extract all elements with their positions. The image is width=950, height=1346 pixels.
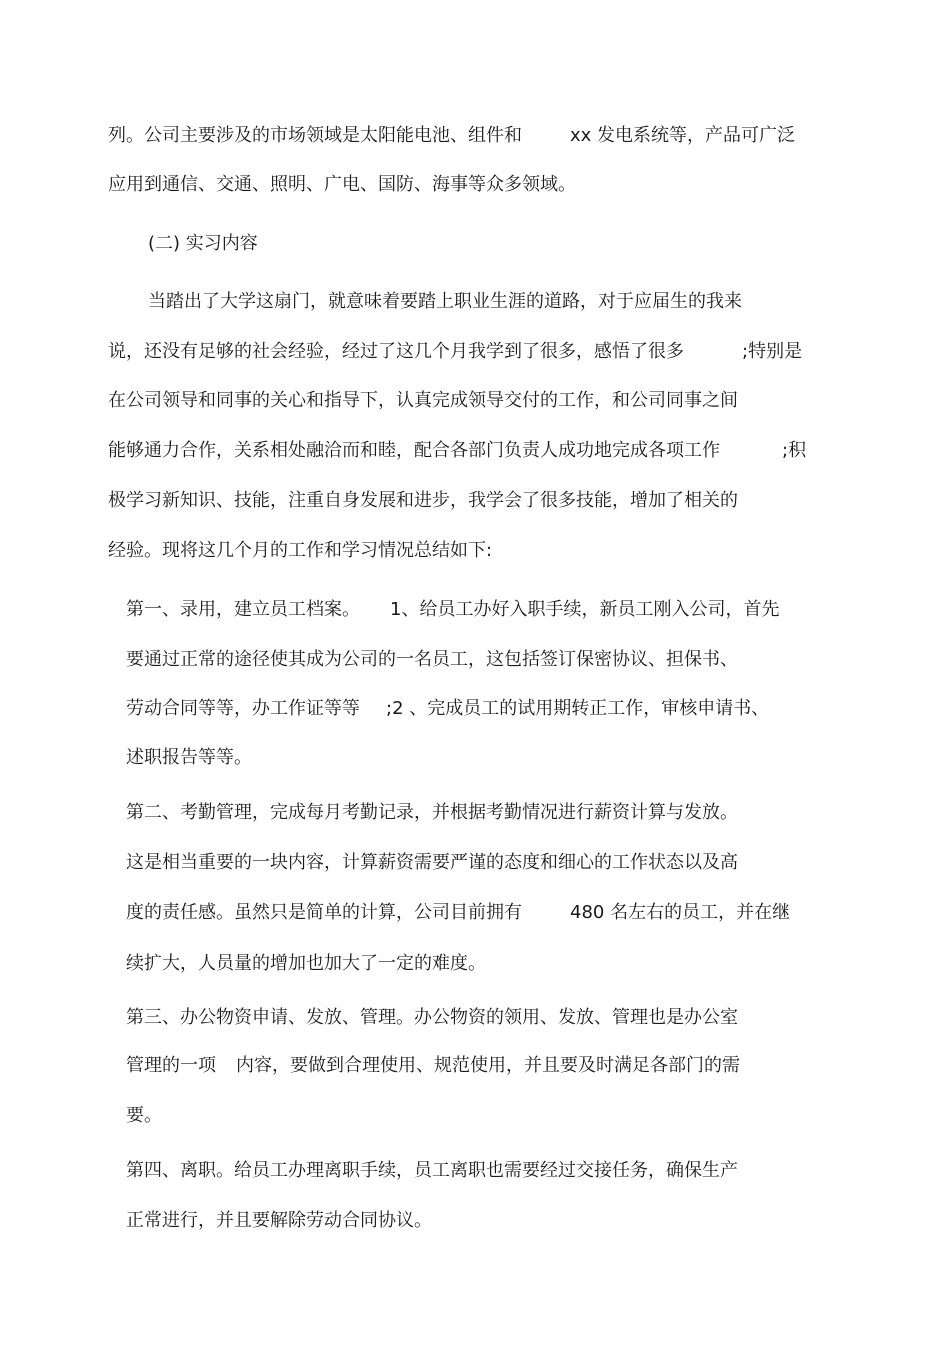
text-line [126,1104,162,1128]
text-segment: 度的责任感。虽然只是简单的计算，公司目前拥有 [126,902,522,923]
text-line [108,489,738,513]
text-line [126,648,738,672]
text-segment: 内容，要做到合理使用、规范使用，并且要及时满足各部门的需 [236,1055,740,1076]
text-segment: 经验。现将这几个月的工作和学习情况总结如下: [108,540,493,561]
text-segment: ;2 、完成员工的试用期转正工作，审核申请书、 [386,698,770,719]
text-segment: 第四、离职。给员工办理离职手续，员工离职也需要经过交接任务，确保生产 [126,1160,738,1181]
text-line [126,851,738,875]
text-segment: 当踏出了大学这扇门，就意味着要踏上职业生涯的道路，对于应届生的我来 [148,291,742,312]
text-line [126,1054,740,1078]
section-heading [148,232,258,256]
text-line [126,801,738,825]
text-segment: 续扩大，人员量的增加也加大了一定的难度。 [126,953,486,974]
text-segment: 能够通力合作，关系相处融洽而和睦，配合各部门负责人成功地完成各项工作 [108,440,720,461]
text-segment: 第三、办公物资申请、发放、管理。办公物资的领用、发放、管理也是办公室 [126,1007,738,1028]
text-segment: 480 名左右的员工，并在继 [570,902,791,923]
text-segment: 第一、录用，建立员工档案。 [126,599,360,620]
text-segment: 第二、考勤管理，完成每月考勤记录，并根据考勤情况进行薪资计算与发放。 [126,802,738,823]
text-segment: 要通过正常的途径使其成为公司的一名员工，这包括签订保密协议、担保书、 [126,649,738,670]
text-segment: 管理的一项 [126,1055,216,1076]
text-segment: 在公司领导和同事的关心和指导下，认真完成领导交付的工作，和公司同事之间 [108,390,738,411]
text-segment: 说，还没有足够的社会经验，经过了这几个月我学到了很多，感悟了很多 [108,341,684,362]
text-line [126,901,790,925]
text-segment: 应用到通信、交通、照明、广电、国防、海事等众多领域。 [108,174,576,195]
text-segment: (二) 实习内容 [148,233,258,254]
text-line [108,389,738,413]
text-line [108,439,806,463]
text-segment: 要。 [126,1105,162,1126]
text-line [108,173,576,197]
text-segment: 这是相当重要的一块内容，计算薪资需要严谨的态度和细心的工作状态以及高 [126,852,738,873]
text-segment: ;积 [782,440,807,461]
text-line [108,124,795,148]
text-line [126,1209,432,1233]
text-segment: 1、给员工办好入职手续，新员工刚入公司，首先 [390,599,780,620]
text-line [126,1159,738,1183]
text-line [126,598,779,622]
text-segment: xx 发电系统等，产品可广泛 [570,125,796,146]
text-line [108,539,492,563]
text-line [108,340,802,364]
text-segment: 极学习新知识、技能，注重自身发展和进步，我学会了很多技能，增加了相关的 [108,490,738,511]
text-line [148,290,742,314]
text-segment: 述职报告等等。 [126,747,252,768]
text-segment: ;特别是 [742,341,803,362]
text-segment: 正常进行，并且要解除劳动合同协议。 [126,1210,432,1231]
text-segment: 列。公司主要涉及的市场领域是太阳能电池、组件和 [108,125,522,146]
text-line [126,697,769,721]
text-line [126,952,486,976]
text-line [126,1006,738,1030]
text-segment: 劳动合同等等，办工作证等等 [126,698,360,719]
text-line [126,746,252,770]
